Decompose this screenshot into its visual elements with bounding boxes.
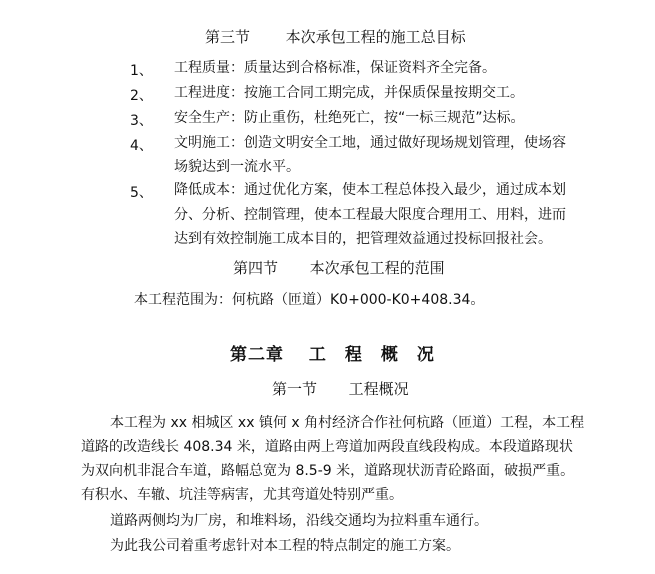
list-item-text: 场貌达到一流水平。	[174, 159, 300, 175]
list-item-text: 文明施工：创造文明安全工地，通过做好现场规划管理，使场容	[174, 135, 566, 151]
overview-paragraph-2: 道路两侧均为厂房，和堆料场，沿线交通均为拉料重车通行。	[110, 513, 488, 529]
section4-label: 第四节	[233, 259, 279, 277]
list-item-number: 1、	[130, 63, 153, 79]
list-item-text: 降低成本：通过优化方案，使本工程总体投入最少，通过成本划	[174, 182, 566, 198]
section1-heading	[272, 378, 409, 399]
section3-heading	[205, 26, 466, 47]
list-item-text: 安全生产：防止重伤，杜绝死亡，按“一标三规范”达标。	[174, 110, 525, 126]
section3-title: 本次承包工程的施工总目标	[285, 28, 466, 46]
list-item-text: 工程进度：按施工合同工期完成，并保质保量按期交工。	[174, 85, 524, 101]
overview-paragraph-3: 为此我公司着重考虑针对本工程的特点制定的施工方案。	[110, 538, 460, 554]
section3-label: 第三节	[205, 28, 251, 46]
scope-text: 本工程范围为：何杭路（匝道）K0+000-K0+408.34。	[134, 292, 485, 308]
list-item-number: 2、	[130, 88, 153, 104]
list-item-number: 4、	[130, 138, 153, 154]
overview-paragraph-line: 本工程为 xx 相城区 xx 镇何 x 角村经济合作社何杭路（匝道）工程，本工程	[110, 415, 585, 431]
chapter-title: 第二章 工 程 概 况	[230, 345, 435, 365]
list-item-text: 分、分析、控制管理，使本工程最大限度合理用工、用料，进而	[174, 207, 566, 223]
list-item-number: 5、	[130, 185, 153, 201]
list-item-number: 3、	[130, 113, 153, 129]
list-item-text: 工程质量：质量达到合格标准，保证资料齐全完备。	[174, 60, 496, 76]
section4-title: 本次承包工程的范围	[309, 259, 445, 277]
section1-title: 工程概况	[348, 380, 409, 398]
list-item-text: 达到有效控制施工成本目的，把管理效益通过投标回报社会。	[174, 231, 552, 247]
section4-heading	[233, 257, 445, 278]
overview-paragraph-line: 有积水、车辙、坑洼等病害，尤其弯道处特别严重。	[81, 487, 403, 503]
overview-paragraph-line: 为双向机非混合车道，路幅总宽为 8.5-9 米，道路现状沥青砼路面，破损严重。	[81, 463, 575, 479]
overview-paragraph-line: 道路的改造线长 408.34 米，道路由两上弯道加两段直线段构成。本段道路现状	[81, 439, 573, 455]
section1-label: 第一节	[272, 380, 318, 398]
